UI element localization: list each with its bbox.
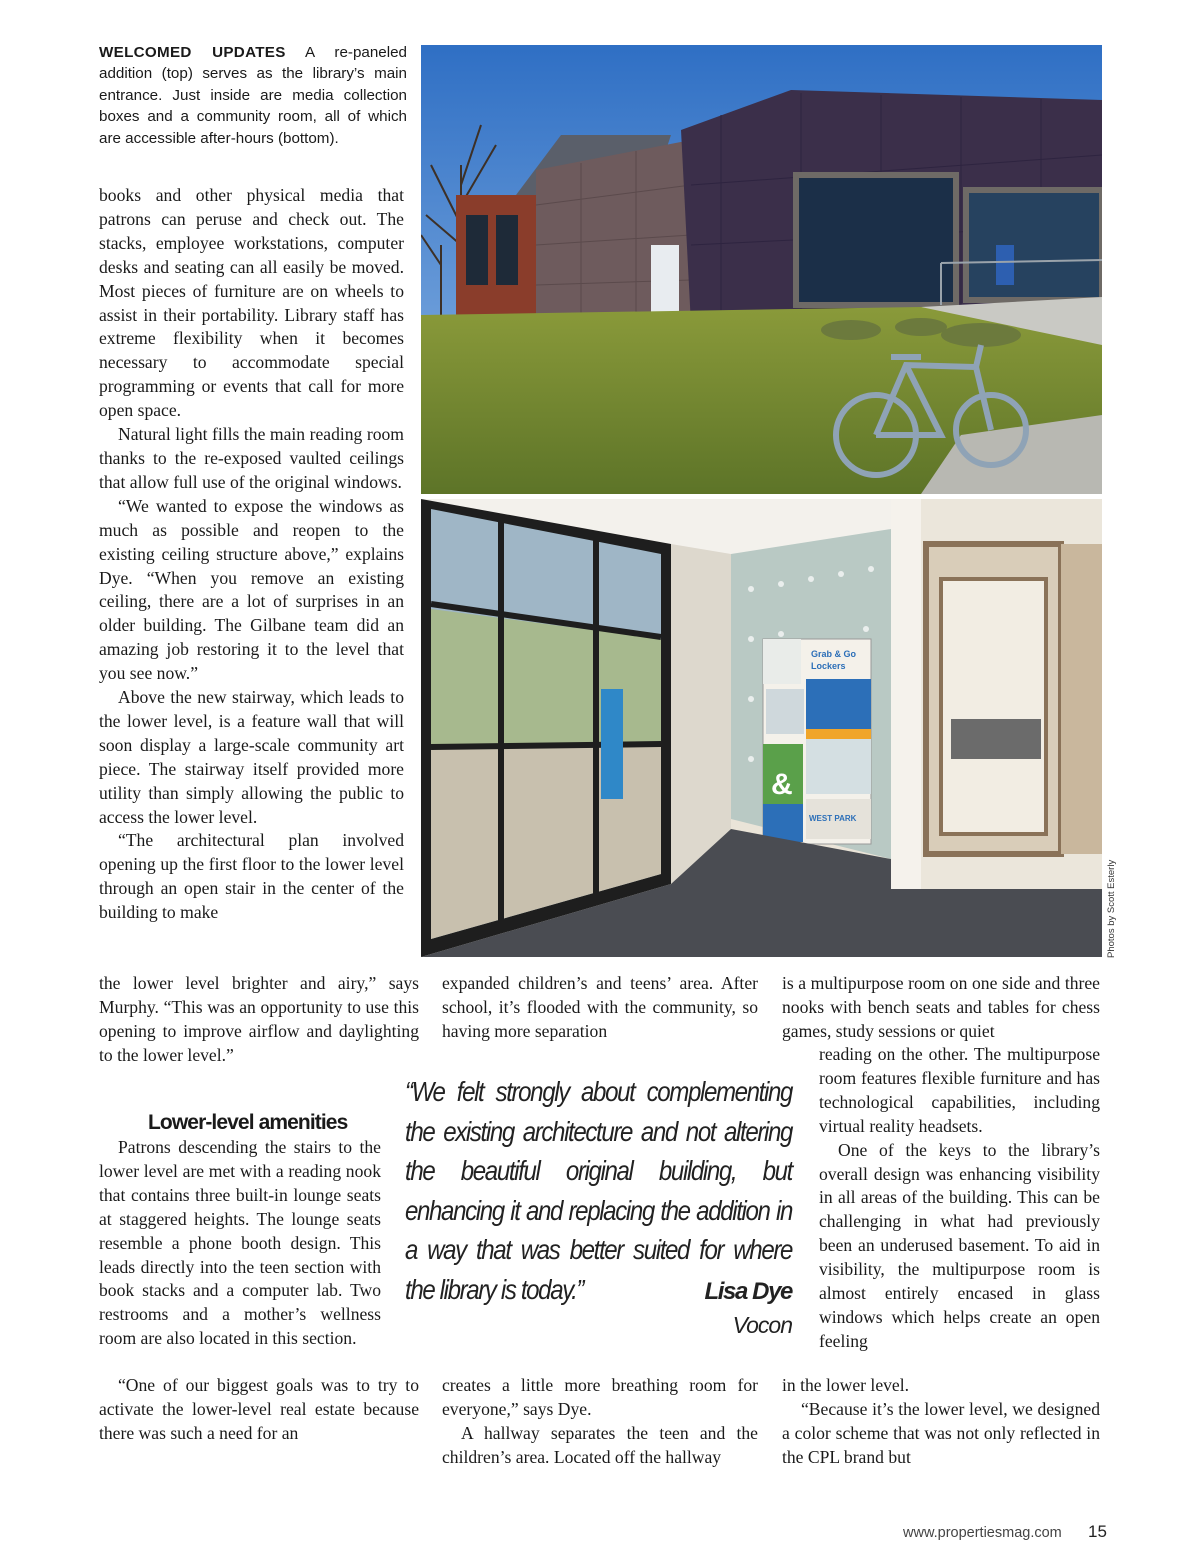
body-paragraph: “Because it’s the lower level, we designed a color scheme that was not only reflected in the CPL brand but bbox=[782, 1398, 1100, 1467]
exterior-photo bbox=[421, 45, 1102, 494]
body-paragraph: expanded children’s and teens’ area. After school, it’s flooded with the community, so having more separation bbox=[442, 973, 758, 1041]
body-paragraph: is a multipurpose room on one side and three nooks with bench seats and tables for chess games, study sessions or quiet bbox=[782, 973, 1100, 1041]
body-paragraph: One of the keys to the library’s overall design was enhancing visibility in all areas of the building. This can be challenging in what had previously been an underused basement. To aid in visibility, the multipurpose room is almost entirely encased in glass windows which helps create an open feeling bbox=[819, 1139, 1100, 1351]
grab-and-go-lockers bbox=[763, 639, 871, 844]
body-paragraph: books and other physical media that patrons can peruse and check out. The stacks, employee workstations, computer desks and seating can all easily be moved. Most pieces of furniture are on wheels to assist in their portability. Library staff has extreme flexibility when it becomes necessary to accommodate special programming or events that call for more open space. bbox=[99, 185, 404, 421]
pull-quote-name: Lisa Dye bbox=[704, 1278, 792, 1305]
column-2-lower bbox=[442, 1374, 758, 1470]
photo-caption bbox=[99, 42, 407, 149]
footer-url: www.propertiesmag.com bbox=[903, 1525, 1062, 1541]
column-1-upper bbox=[99, 184, 404, 925]
caption-heading: WELCOMED UPDATES bbox=[99, 44, 286, 61]
column-3-lower bbox=[782, 1374, 1100, 1470]
body-paragraph: “The architectural plan involved opening up the first floor to the lower level through an open stair in the center of the building to make bbox=[99, 830, 404, 923]
column-1-lower bbox=[99, 1136, 381, 1351]
body-paragraph: A hallway separates the teen and the children’s area. Located off the hallway bbox=[442, 1422, 758, 1467]
interior-photo bbox=[421, 499, 1102, 957]
photo-credit: Photos by Scott Esterly bbox=[1106, 859, 1117, 958]
column-2-upper bbox=[442, 972, 758, 1044]
body-paragraph: “We wanted to expose the windows as much as possible and reopen to the existing ceiling structure above,” explains Dye. “When you remove an existing ceiling, there are a lot of surprises in an older building. The Gilbane team did an amazing job restoring it to the level that you see now.” bbox=[99, 495, 404, 684]
page-number: 15 bbox=[1088, 1522, 1107, 1541]
pull-quote: “We felt strongly about complementing the existing architecture and not altering the beautiful original building, but enhancing it and replacing the addition in a way that was better suited for where the library is today.” bbox=[405, 1076, 792, 1305]
locker-subtitle: Lockers bbox=[811, 661, 846, 671]
section-subhead: Lower-level amenities bbox=[148, 1111, 348, 1134]
body-paragraph: creates a little more breathing room for everyone,” says Dye. bbox=[442, 1375, 758, 1419]
body-paragraph: in the lower level. bbox=[782, 1375, 910, 1395]
pull-quote-company: Vocon bbox=[732, 1312, 792, 1338]
body-paragraph: reading on the other. The multipurpose room features flexible furniture and has technological capabilities, including virtual reality headsets. bbox=[819, 1044, 1100, 1136]
interior-illustration bbox=[421, 499, 1102, 957]
locker-title: Grab & Go bbox=[811, 649, 857, 659]
body-paragraph: “One of our biggest goals was to try to activate the lower-level real estate because there was such a need for an bbox=[99, 1375, 419, 1443]
exterior-illustration bbox=[421, 45, 1102, 494]
body-paragraph: Patrons descending the stairs to the lower level are met with a reading nook that contains three built-in lounge seats at staggered heights. The lounge seats resemble a phone booth design. This leads directly into the teen section with book stacks and a computer lab. Two restrooms and a mother’s wellness room are also located in this section. bbox=[99, 1137, 381, 1349]
locker-branch: WEST PARK bbox=[809, 814, 857, 823]
body-paragraph: Natural light fills the main reading room thanks to the re-exposed vaulted ceilings that allow full use of the original windows. bbox=[99, 424, 404, 492]
column-3-middle bbox=[819, 1043, 1100, 1354]
body-paragraph: the lower level brighter and airy,” says Murphy. “This was an opportunity to use this opening to improve airflow and daylighting to the lower level.” bbox=[99, 973, 419, 1065]
column-3-upper bbox=[782, 972, 1100, 1044]
caption-text: A re-paneled addition (top) serves as the library’s main entrance. Just inside are media collection boxes and a community room, all of which are accessible after-hours (bottom). bbox=[99, 44, 407, 147]
column-1-wide bbox=[99, 972, 419, 1068]
body-paragraph: Above the new stairway, which leads to the lower level, is a feature wall that will soon display a large-scale community art piece. The stairway itself provided more utility than simply allowing the public to access the lower level. bbox=[99, 687, 404, 827]
locker-ampersand: & bbox=[771, 768, 793, 801]
column-1-bottom bbox=[99, 1374, 419, 1446]
